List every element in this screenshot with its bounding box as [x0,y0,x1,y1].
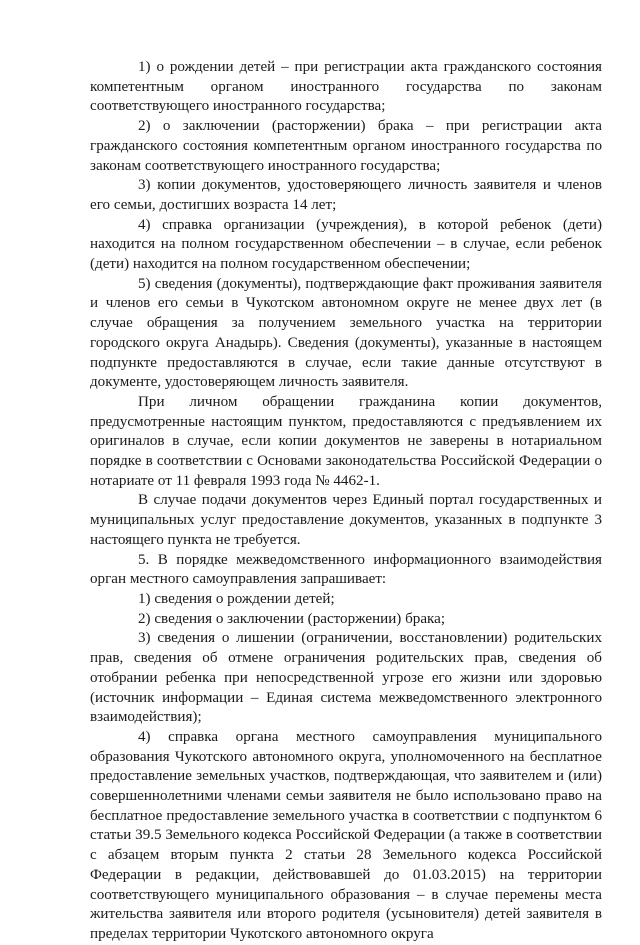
paragraph-identity-copies: 3) копии документов, удостоверяющего личность заявителя и членов его семьи, достигших возраста 14 лет; [90,177,602,213]
paragraph-unified-portal: В случае подачи документов через Единый портал государственных и муниципальных услуг предоставление документов, указанных в подпункте 3 настоящего пункта не требуется. [90,492,602,548]
paragraph-request-marriage: 2) сведения о заключении (расторжении) брака; [138,610,446,627]
paragraph-residence-proof: 5) сведения (документы), подтверждающие факт проживания заявителя и членов его семьи в Чукотском автономном округе не менее двух лет (в случае обращения за получением земельного участка на территории городского округа Анадырь). Сведения (документы), указанные в настоящем подпункте предоставляются в случае, если такие данные отсутствуют в документе, удостоверяющем личность заявителя. [90,275,602,391]
paragraph-state-care-certificate: 4) справка организации (учреждения), в которой ребенок (дети) находится на полном государственном обеспечении – в случае, если ребенок (дети) находится на полном государственном обеспечении; [90,216,602,273]
document-body [90,58,602,945]
paragraph-request-parental-rights: 3) сведения о лишении (ограничении, восстановлении) родительских прав, сведения об отмене ограничения родительских прав, сведения об отобрании ребенка при непосредственной угрозе его жизни или здоровью (источник информации – Единая система межведомственного электронного взаимодействия); [90,630,602,726]
paragraph-marriage-info: 2) о заключении (расторжении) брака – при регистрации акта гражданского состояния компетентным органом иностранного государства по законам соответствующего иностранного государства; [90,118,602,174]
paragraph-personal-appeal: При личном обращении гражданина копии документов, предусмотренные настоящим пунктом, предоставляются с предъявлением их оригиналов в случае, если копии документов не заверены в нотариальном порядке в соответствии с Основами законодательства Российской Федерации о нотариате от 11 февраля 1993 года № 4462-1. [90,393,602,489]
paragraph-interagency-request: 5. В порядке межведомственного информационного взаимодействия орган местного самоуправления запрашивает: [90,551,602,588]
paragraph-request-birth: 1) сведения о рождении детей; [138,590,335,607]
paragraph-birth-info: 1) о рождении детей – при регистрации акта гражданского состояния компетентным органом иностранного государства по законам соответствующего иностранного государства; [90,59,602,115]
paragraph-request-land-certificate: 4) справка органа местного самоуправления муниципального образования Чукотского автономного округа, уполномоченного на бесплатное предоставление земельных участков, подтверждающая, что заявителем и (или) совершеннолетними членами семьи заявителя не было использовано право на бесплатное предоставление земельного участка в соответствии с подпунктом 6 статьи 39.5 Земельного кодекса Российской Федерации (а также в соответствии с абзацем вторым пункта 2 статьи 28 Земельного кодекса Российской Федерации в редакции, действовавшей до 01.03.2015) на территории соответствующего муниципального образования – в случае перемены места жительства заявителя или второго родителя (усыновителя) детей заявителя в пределах территории Чукотского автономного округа [90,728,602,942]
